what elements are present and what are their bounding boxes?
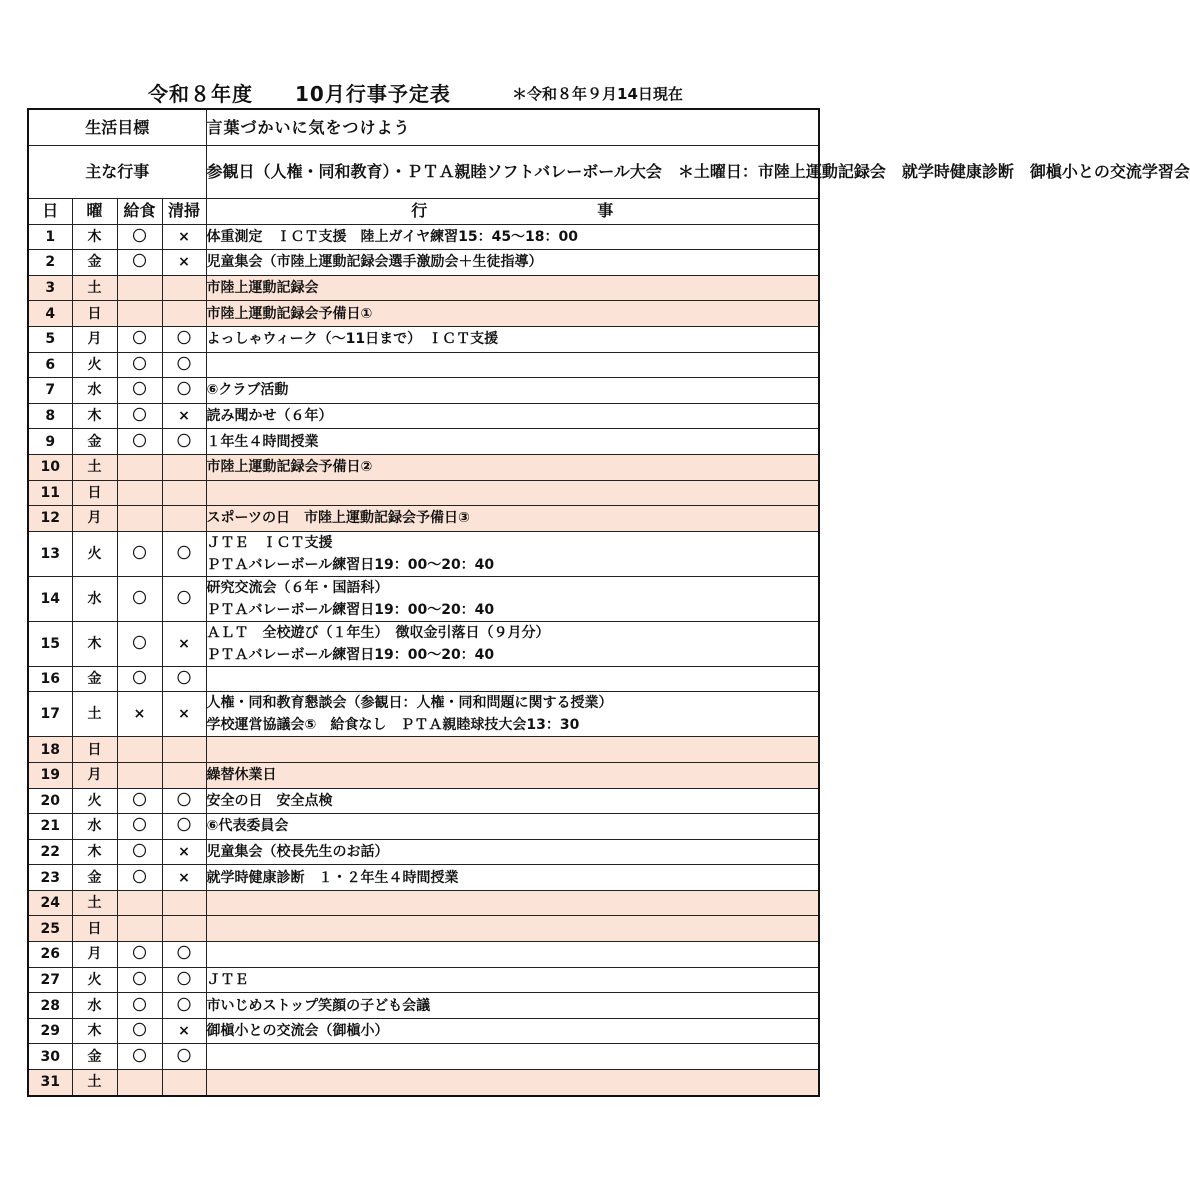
event-line: 市陸上運動記録会 <box>206 280 319 297</box>
event-line: 安全の日 安全点検 <box>206 792 333 809</box>
cleaning-cell: × <box>162 839 206 865</box>
event-line: ⑥代表委員会 <box>206 818 289 835</box>
lunch-cell: 〇 <box>117 429 162 455</box>
lunch-cell <box>117 275 162 301</box>
event-line: １年生４時間授業 <box>206 433 319 450</box>
day-cell: 11 <box>28 480 72 506</box>
page-title: 令和８年度 10月行事予定表 <box>148 82 451 106</box>
header-events <box>206 199 819 225</box>
weekday-cell: 日 <box>72 737 117 763</box>
weekday-cell: 土 <box>72 890 117 916</box>
table-row <box>28 224 819 250</box>
cleaning-cell: × <box>162 1018 206 1044</box>
day-cell: 23 <box>28 865 72 891</box>
cleaning-cell: 〇 <box>162 1044 206 1070</box>
event-cell <box>206 621 819 666</box>
weekday-cell: 土 <box>72 275 117 301</box>
table-row <box>28 378 819 404</box>
table-row <box>28 967 819 993</box>
lunch-cell <box>117 506 162 532</box>
day-cell: 22 <box>28 839 72 865</box>
weekday-cell: 水 <box>72 993 117 1019</box>
table-row <box>28 666 819 692</box>
day-cell: 13 <box>28 531 72 576</box>
table-row <box>28 301 819 327</box>
goal-label: 生活目標 <box>28 109 206 146</box>
table-row <box>28 916 819 942</box>
day-cell: 1 <box>28 224 72 250</box>
column-header-row <box>28 199 819 225</box>
event-cell <box>206 1018 819 1044</box>
day-cell: 12 <box>28 506 72 532</box>
table-row <box>28 788 819 814</box>
event-line: 体重測定 ＩＣＴ支援 陸上ガイヤ練習15：45～18：00 <box>206 228 579 245</box>
cleaning-cell: 〇 <box>162 942 206 968</box>
lunch-cell: 〇 <box>117 839 162 865</box>
day-cell: 5 <box>28 326 72 352</box>
schedule-table <box>27 108 1190 1097</box>
cleaning-cell <box>162 454 206 480</box>
lunch-cell <box>117 916 162 942</box>
event-cell <box>206 352 819 378</box>
as-of-date: ＊令和８年９月14日現在 <box>512 85 683 103</box>
day-cell: 2 <box>28 250 72 276</box>
day-cell: 20 <box>28 788 72 814</box>
weekday-cell: 木 <box>72 224 117 250</box>
header-weekday: 曜 <box>72 199 117 225</box>
lunch-cell: 〇 <box>117 865 162 891</box>
main-events-row <box>28 146 819 199</box>
day-cell: 31 <box>28 1070 72 1096</box>
event-cell <box>206 429 819 455</box>
weekday-cell: 土 <box>72 692 117 737</box>
table-row <box>28 942 819 968</box>
table-row <box>28 762 819 788</box>
event-line: スポーツの日 市陸上運動記録会予備日③ <box>206 510 470 527</box>
event-line: 学校運営協議会⑤ 給食なし ＰＴＡ親睦球技大会13：30 <box>206 717 580 734</box>
event-line: ＪＴＥ <box>206 971 249 988</box>
event-line: 就学時健康診断 １・２年生４時間授業 <box>206 869 459 886</box>
event-cell <box>206 403 819 429</box>
cleaning-cell: 〇 <box>162 378 206 404</box>
weekday-cell: 日 <box>72 301 117 327</box>
event-cell <box>206 250 819 276</box>
header-cleaning: 清掃 <box>162 199 206 225</box>
event-line: ＰＴＡバレーボール練習日19：00～20：40 <box>206 556 495 573</box>
table-row <box>28 326 819 352</box>
table-row <box>28 352 819 378</box>
day-cell: 8 <box>28 403 72 429</box>
event-cell <box>206 1044 819 1070</box>
cleaning-cell: × <box>162 250 206 276</box>
weekday-cell: 金 <box>72 250 117 276</box>
cleaning-cell <box>162 301 206 327</box>
lunch-cell: 〇 <box>117 326 162 352</box>
event-cell <box>206 692 819 737</box>
weekday-cell: 水 <box>72 576 117 621</box>
cleaning-cell <box>162 1070 206 1096</box>
event-cell <box>206 454 819 480</box>
table-row <box>28 480 819 506</box>
weekday-cell: 月 <box>72 506 117 532</box>
cleaning-cell: 〇 <box>162 814 206 840</box>
event-line: ＡＬＴ 全校遊び（１年生） 徴収金引落日（９月分） <box>206 624 550 641</box>
weekday-cell: 月 <box>72 762 117 788</box>
day-cell: 19 <box>28 762 72 788</box>
day-cell: 26 <box>28 942 72 968</box>
cleaning-cell: 〇 <box>162 666 206 692</box>
day-cell: 14 <box>28 576 72 621</box>
table-row <box>28 839 819 865</box>
event-cell <box>206 814 819 840</box>
event-cell <box>206 839 819 865</box>
event-line: ⑥クラブ活動 <box>206 382 289 399</box>
cleaning-cell <box>162 916 206 942</box>
day-cell: 15 <box>28 621 72 666</box>
day-cell: 7 <box>28 378 72 404</box>
table-row <box>28 1070 819 1096</box>
day-cell: 25 <box>28 916 72 942</box>
lunch-cell: 〇 <box>117 224 162 250</box>
table-row <box>28 506 819 532</box>
weekday-cell: 金 <box>72 666 117 692</box>
event-cell <box>206 967 819 993</box>
event-cell <box>206 666 819 692</box>
lunch-cell: 〇 <box>117 1018 162 1044</box>
cleaning-cell: × <box>162 621 206 666</box>
weekday-cell: 日 <box>72 916 117 942</box>
day-cell: 3 <box>28 275 72 301</box>
lunch-cell: × <box>117 692 162 737</box>
table-row <box>28 814 819 840</box>
header-day: 日 <box>28 199 72 225</box>
table-row <box>28 621 819 666</box>
cleaning-cell: 〇 <box>162 326 206 352</box>
goal-row <box>28 109 819 146</box>
weekday-cell: 土 <box>72 454 117 480</box>
weekday-cell: 火 <box>72 967 117 993</box>
day-cell: 16 <box>28 666 72 692</box>
table-row <box>28 1044 819 1070</box>
lunch-cell <box>117 737 162 763</box>
lunch-cell: 〇 <box>117 378 162 404</box>
lunch-cell: 〇 <box>117 403 162 429</box>
weekday-cell: 木 <box>72 1018 117 1044</box>
event-line: 市陸上運動記録会予備日① <box>206 305 373 322</box>
cleaning-cell: 〇 <box>162 788 206 814</box>
cleaning-cell <box>162 275 206 301</box>
event-line: 研究交流会（６年・国語科） <box>206 579 389 596</box>
lunch-cell <box>117 454 162 480</box>
event-line: 繰替休業日 <box>206 767 277 784</box>
lunch-cell: 〇 <box>117 621 162 666</box>
weekday-cell: 火 <box>72 352 117 378</box>
lunch-cell: 〇 <box>117 531 162 576</box>
weekday-cell: 日 <box>72 480 117 506</box>
event-cell <box>206 788 819 814</box>
table-row <box>28 692 819 737</box>
weekday-cell: 金 <box>72 429 117 455</box>
table-row <box>28 429 819 455</box>
table-row <box>28 993 819 1019</box>
weekday-cell: 火 <box>72 531 117 576</box>
goal-value: 言葉づかいに気をつけよう <box>206 109 819 146</box>
event-cell <box>206 506 819 532</box>
cleaning-cell: 〇 <box>162 352 206 378</box>
lunch-cell: 〇 <box>117 250 162 276</box>
cleaning-cell: 〇 <box>162 576 206 621</box>
weekday-cell: 土 <box>72 1070 117 1096</box>
event-cell <box>206 378 819 404</box>
lunch-cell: 〇 <box>117 666 162 692</box>
lunch-cell: 〇 <box>117 942 162 968</box>
cleaning-cell <box>162 890 206 916</box>
lunch-cell <box>117 890 162 916</box>
cleaning-cell: × <box>162 865 206 891</box>
cleaning-cell: 〇 <box>162 967 206 993</box>
lunch-cell: 〇 <box>117 814 162 840</box>
event-cell <box>206 275 819 301</box>
table-row <box>28 250 819 276</box>
event-line: 人権・同和教育懇談会（参観日：人権・同和問題に関する授業） <box>206 695 613 712</box>
event-cell <box>206 993 819 1019</box>
cleaning-cell: × <box>162 403 206 429</box>
event-line: よっしゃウィーク（～11日まで） ＩＣＴ支援 <box>206 331 499 348</box>
day-cell: 4 <box>28 301 72 327</box>
lunch-cell: 〇 <box>117 788 162 814</box>
lunch-cell <box>117 301 162 327</box>
table-row <box>28 275 819 301</box>
lunch-cell <box>117 1070 162 1096</box>
weekday-cell: 木 <box>72 839 117 865</box>
cleaning-cell: 〇 <box>162 531 206 576</box>
cleaning-cell: 〇 <box>162 993 206 1019</box>
weekday-cell: 木 <box>72 403 117 429</box>
weekday-cell: 月 <box>72 942 117 968</box>
day-cell: 28 <box>28 993 72 1019</box>
event-cell <box>206 576 819 621</box>
lunch-cell: 〇 <box>117 352 162 378</box>
day-cell: 30 <box>28 1044 72 1070</box>
lunch-cell: 〇 <box>117 967 162 993</box>
weekday-cell: 金 <box>72 865 117 891</box>
day-cell: 10 <box>28 454 72 480</box>
lunch-cell <box>117 762 162 788</box>
day-cell: 18 <box>28 737 72 763</box>
header-events-a: 行 <box>411 201 428 221</box>
cleaning-cell: × <box>162 224 206 250</box>
event-line: 御槇小との交流会（御槇小） <box>206 1023 389 1040</box>
lunch-cell <box>117 480 162 506</box>
cleaning-cell <box>162 762 206 788</box>
event-cell <box>206 890 819 916</box>
day-cell: 29 <box>28 1018 72 1044</box>
day-cell: 17 <box>28 692 72 737</box>
table-row <box>28 890 819 916</box>
lunch-cell: 〇 <box>117 993 162 1019</box>
table-row <box>28 403 819 429</box>
weekday-cell: 火 <box>72 788 117 814</box>
table-row <box>28 454 819 480</box>
weekday-cell: 金 <box>72 1044 117 1070</box>
lunch-cell: 〇 <box>117 576 162 621</box>
table-row <box>28 1018 819 1044</box>
day-cell: 24 <box>28 890 72 916</box>
header-events-b: 事 <box>597 201 614 221</box>
header <box>0 78 849 108</box>
event-cell <box>206 224 819 250</box>
event-cell <box>206 942 819 968</box>
event-line: 読み聞かせ（６年） <box>206 408 333 425</box>
main-events-value: 参観日（人権・同和教育）・ＰＴＡ親睦ソフトバレーボール大会 ＊土曜日：市陸上運動記録会 就学時健康診断 御槇小との交流学習会 <box>206 146 819 199</box>
weekday-cell: 木 <box>72 621 117 666</box>
event-cell <box>206 531 819 576</box>
table-row <box>28 865 819 891</box>
cleaning-cell <box>162 480 206 506</box>
weekday-cell: 水 <box>72 814 117 840</box>
table-row <box>28 531 819 576</box>
weekday-cell: 月 <box>72 326 117 352</box>
event-line: ＰＴＡバレーボール練習日19：00～20：40 <box>206 646 495 663</box>
event-line: ＪＴＥ ＩＣＴ支援 <box>206 534 333 551</box>
cleaning-cell <box>162 506 206 532</box>
day-cell: 9 <box>28 429 72 455</box>
day-cell: 6 <box>28 352 72 378</box>
event-line: 児童集会（校長先生のお話） <box>206 843 389 860</box>
cleaning-cell <box>162 737 206 763</box>
event-cell <box>206 1070 819 1096</box>
event-cell <box>206 480 819 506</box>
header-lunch: 給食 <box>117 199 162 225</box>
event-cell <box>206 762 819 788</box>
event-line: 児童集会（市陸上運動記録会選手激励会＋生徒指導） <box>206 254 543 271</box>
event-line: ＰＴＡバレーボール練習日19：00～20：40 <box>206 601 495 618</box>
event-cell <box>206 737 819 763</box>
cleaning-cell: × <box>162 692 206 737</box>
weekday-cell: 水 <box>72 378 117 404</box>
table-row <box>28 737 819 763</box>
day-cell: 27 <box>28 967 72 993</box>
table-row <box>28 576 819 621</box>
event-line: 市いじめストップ笑顔の子ども会議 <box>206 997 431 1014</box>
event-line: 市陸上運動記録会予備日② <box>206 459 373 476</box>
event-cell <box>206 916 819 942</box>
day-cell: 21 <box>28 814 72 840</box>
event-cell <box>206 865 819 891</box>
cleaning-cell: 〇 <box>162 429 206 455</box>
main-events-label: 主な行事 <box>28 146 206 199</box>
event-cell <box>206 326 819 352</box>
event-cell <box>206 301 819 327</box>
lunch-cell: 〇 <box>117 1044 162 1070</box>
